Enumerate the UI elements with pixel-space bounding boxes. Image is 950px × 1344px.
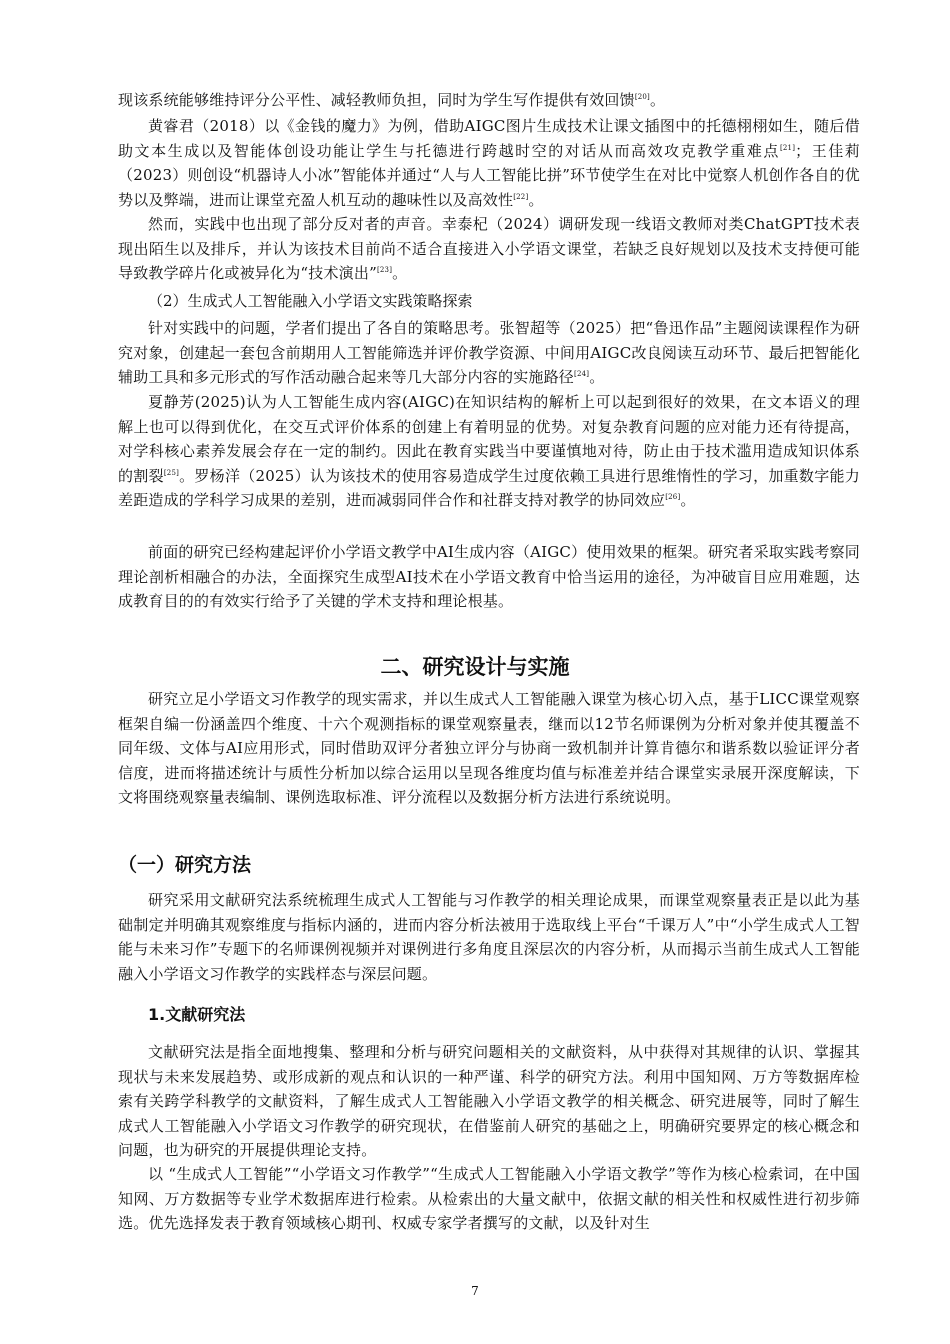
subsection-heading: （一）研究方法 xyxy=(118,854,252,876)
paragraph: 研究采用文献研究法系统梳理生成式人工智能与习作教学的相关理论成果，而课堂观察量表正是以此为基础制定并明确其观察维度与指标内涵的，进而内容分析法被用于选取线上平台“千课万人”中“小学生成式人工智能与未来习作”专题下的名师课例视频并对课例进行多角度且深层次的内容分析，从而揭示当前生成式人工智能融入小学语文习作教学的实践样态与深层问题。 xyxy=(118,891,860,983)
paragraph: 然而，实践中也出现了部分反对者的声音。幸泰杞（2024）调研发现一线语文教师对类ChatGPT技术表现出陌生以及排斥，并认为该技术目前尚不适合直接进入小学语文课堂，若缺乏良好规划以及技术支持便可能导致教学碎片化或被异化为“技术演出”[23]。 xyxy=(118,215,860,282)
paragraph: 前面的研究已经构建起评价小学语文教学中AI生成内容（AIGC）使用效果的框架。研究者采取实践考察同理论剖析相融合的办法，全面探究生成型AI技术在小学语文教育中恰当运用的途径，为冲破盲目应用难题，达成教育目的的有效实行给予了关键的学术支持和理论根基。 xyxy=(118,543,860,610)
subsection-heading: （2）生成式人工智能融入小学语文实践策略探索 xyxy=(148,292,473,310)
subsubsection-heading: 1.文献研究法 xyxy=(148,1005,246,1024)
paragraph: 针对实践中的问题，学者们提出了各自的策略思考。张智超等（2025）把“鲁迅作品”主题阅读课程作为研究对象，创建起一套包含前期用人工智能筛选并评价教学资源、中间用AIGC改良阅读互动环节、最后把智能化辅助工具和多元形式的写作活动融合起来等几大部分内容的实施路径[24]。 xyxy=(118,319,860,386)
paragraph: 现该系统能够维持评分公平性、减轻教师负担，同时为学生写作提供有效回馈[20]。 xyxy=(118,91,666,109)
paragraph: 研究立足小学语文习作教学的现实需求，并以生成式人工智能融入课堂为核心切入点，基于LICC课堂观察框架自编一份涵盖四个维度、十六个观测指标的课堂观察量表，继而以12节名师课例为分析对象并使其覆盖不同年级、文体与AI应用形式，同时借助双评分者独立评分与协商一致机制并计算肯德尔和谐系数以验证评分者信度，进而将描述统计与质性分析加以综合运用以呈现各维度均值与标准差并结合课堂实录展开深度解读，下文将围绕观察量表编制、课例选取标准、评分流程以及数据分析方法进行系统说明。 xyxy=(118,690,860,806)
paragraph: 以 “生成式人工智能”“小学语文习作教学”“生成式人工智能融入小学语文教学”等作为核心检索词，在中国知网、万方数据等专业学术数据库进行检索。从检索出的大量文献中，依据文献的相关性和权威性进行初步筛选。优先选择发表于教育领域核心期刊、权威专家学者撰写的文献，以及针对生 xyxy=(118,1165,860,1232)
paragraph: 黄睿君（2018）以《金钱的魔力》为例，借助AIGC图片生成技术让课文插图中的托德栩栩如生，随后借助文本生成以及智能体创设功能让学生与托德进行跨越时空的对话从而高效攻克教学重难点[21]；王佳莉（2023）则创设“机器诗人小冰”智能体并通过“人与人工智能比拼”环节使学生在对比中觉察人机创作各自的优势以及弊端，进而让课堂充盈人机互动的趣味性以及高效性[22]。 xyxy=(118,117,860,209)
paragraph: 文献研究法是指全面地搜集、整理和分析与研究问题相关的文献资料，从中获得对其规律的认识、掌握其现状与未来发展趋势、或形成新的观点和认识的一种严谨、科学的研究方法。利用中国知网、万方等数据库检索有关跨学科教学的文献资料，了解生成式人工智能融入小学语文教学的相关概念、研究进展等，同时了解生成式人工智能融入小学语文习作教学的研究现状，在借鉴前人研究的基础之上，明确研究要界定的核心概念和问题，也为研究的开展提供理论支持。 xyxy=(118,1043,860,1159)
section-heading: 二、研究设计与实施 xyxy=(380,655,570,679)
paragraph: 夏静芳(2025)认为人工智能生成内容(AIGC)在知识结构的解析上可以起到很好的效果，在文本语义的理解上也可以得到优化，在交互式评价体系的创建上有着明显的优势。对复杂教育问题的应对能力还有待提高，对学科核心素养发展会存在一定的制约。因此在教育实践当中要谨慎地对待，防止由于技术滥用造成知识体系的割裂[25]。罗杨洋（2025）认为该技术的使用容易造成学生过度依赖工具进行思维惰性的学习，加重数字能力差距造成的学科学习成果的差别，进而减弱同伴合作和社群支持对教学的协同效应[26]。 xyxy=(118,393,860,509)
page-number: 7 xyxy=(471,1284,479,1298)
